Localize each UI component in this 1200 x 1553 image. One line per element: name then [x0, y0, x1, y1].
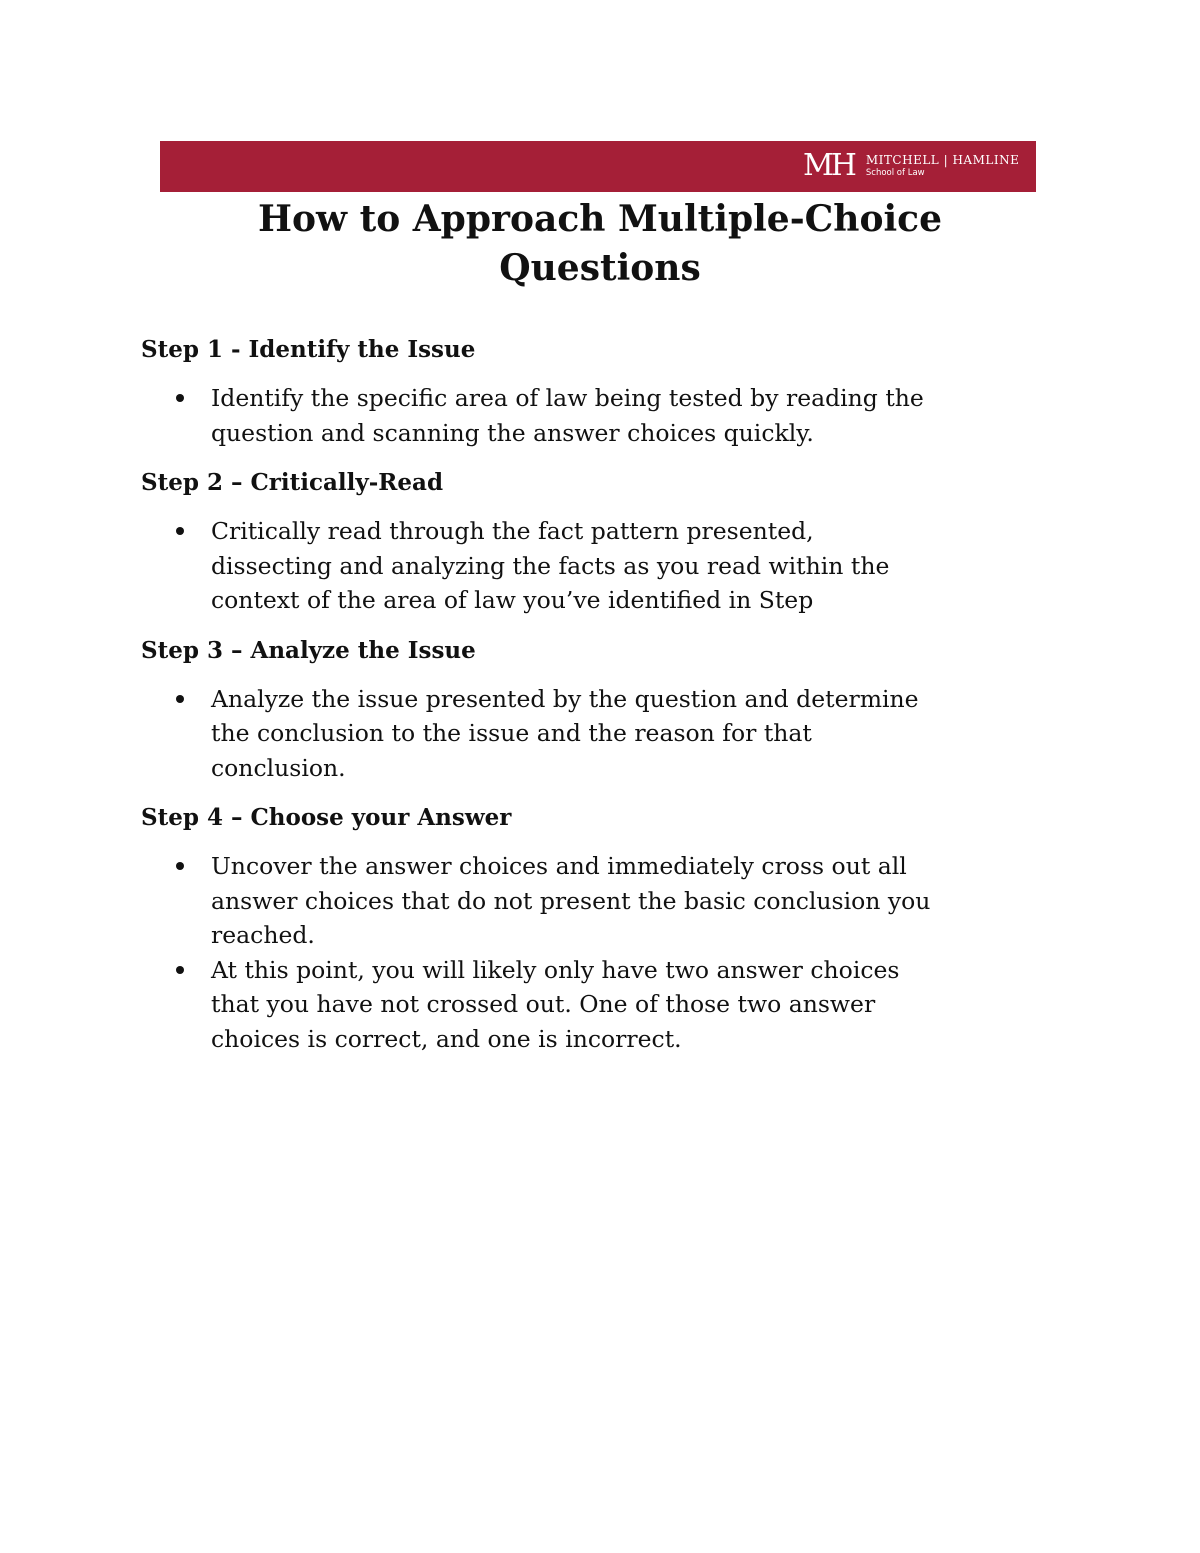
step-4-bullets: [141, 849, 1081, 1056]
page-title: [140, 195, 1060, 293]
bullet-text-line: question and scanning the answer choices quickly.: [211, 418, 814, 447]
bullet-icon: [176, 966, 184, 974]
bullet-text-line: choices is correct, and one is incorrect.: [211, 1024, 682, 1053]
bullet-text-line: that you have not crossed out. One of those two answer: [211, 990, 876, 1018]
bullet-item: [141, 953, 1081, 1057]
title-line-2: Questions: [499, 247, 701, 289]
bullet-text-line: At this point, you will likely only have two answer choices: [211, 955, 900, 984]
bullet-text-line: Analyze the issue presented by the question and determine: [211, 684, 919, 713]
bullet-icon: [176, 527, 184, 535]
header-banner: [160, 141, 1036, 192]
bullet-text-line: the conclusion to the issue and the reason for that: [211, 719, 812, 747]
bullet-item: [141, 682, 1081, 786]
step-4-heading: Step 4 – Choose your Answer: [141, 804, 512, 831]
logo-wordmark: [866, 154, 1019, 178]
bullet-text-line: reached.: [211, 921, 315, 949]
logo-school-subtitle: School of Law: [865, 168, 925, 179]
step-3-bullets: [141, 682, 1081, 786]
bullet-item: [141, 849, 1081, 953]
logo-school-name: MITCHELL | HAMLINE: [865, 153, 1020, 168]
bullet-text-line: answer choices that do not present the basic conclusion you: [211, 886, 931, 915]
title-line-1: How to Approach Multiple-Choice: [258, 198, 942, 240]
step-1-bullets: [141, 381, 1081, 450]
bullet-text-line: conclusion.: [211, 753, 346, 782]
bullet-text-line: dissecting and analyzing the facts as you read within the: [211, 551, 890, 580]
bullet-icon: [176, 862, 184, 870]
bullet-text-line: Uncover the answer choices and immediately cross out all: [211, 852, 907, 880]
bullet-text-line: Critically read through the fact pattern presented,: [211, 517, 814, 545]
logo-monogram: MH: [803, 148, 854, 183]
step-2-bullets: [141, 514, 1081, 618]
steps-section: [141, 332, 1081, 1071]
bullet-icon: [176, 695, 184, 703]
bullet-item: [141, 514, 1081, 618]
bullet-item: [141, 381, 1081, 450]
step-1-heading: Step 1 - Identify the Issue: [141, 336, 476, 363]
bullet-text-line: context of the area of law you’ve identified in Step: [211, 586, 814, 614]
bullet-icon: [176, 394, 184, 402]
school-logo: [803, 148, 1020, 183]
step-3-heading: Step 3 – Analyze the Issue: [141, 636, 476, 664]
step-2-heading: Step 2 – Critically-Read: [141, 469, 444, 496]
bullet-text-line: Identify the specific area of law being tested by reading the: [211, 384, 924, 412]
